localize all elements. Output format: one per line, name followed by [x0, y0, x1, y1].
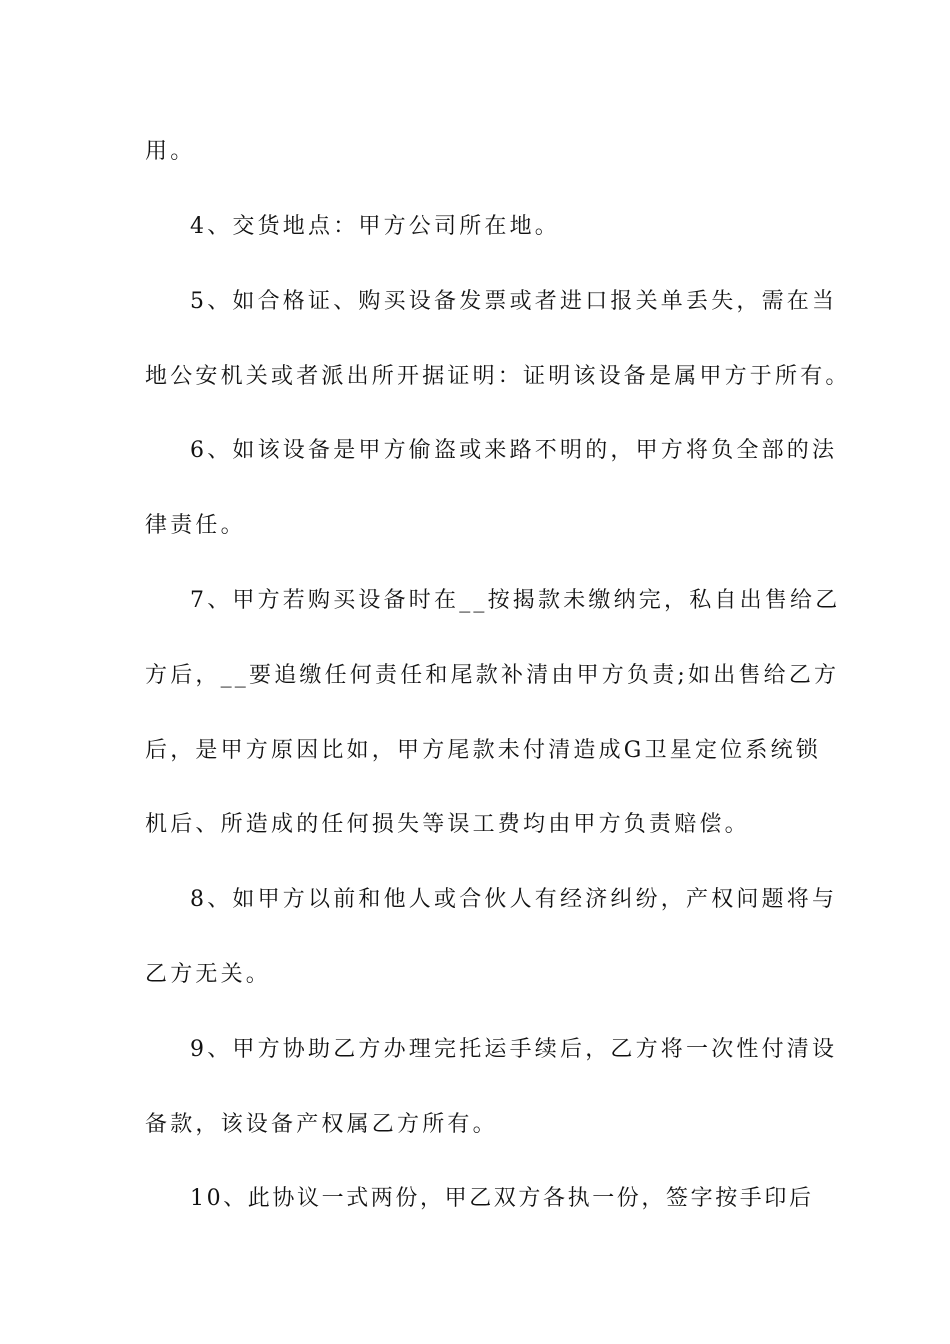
- text-line: 方后，__要追缴任何责任和尾款补清由甲方负责;如出售给乙方: [145, 663, 840, 688]
- text-line: 备款，该设备产权属乙方所有。: [145, 1112, 498, 1137]
- text-line: 律责任。: [145, 513, 246, 538]
- text-line: 用。: [145, 139, 196, 164]
- clause-5: 5、如合格证、购买设备发票或者进口报关单丢失，需在当: [190, 289, 838, 314]
- text-line: 乙方无关。: [145, 962, 272, 987]
- text-line: 地公安机关或者派出所开据证明：证明该设备是属甲方于所有。: [145, 364, 851, 389]
- clause-9: 9、甲方协助乙方办理完托运手续后，乙方将一次性付清设: [190, 1037, 838, 1062]
- clause-6: 6、如该设备是甲方偷盗或来路不明的，甲方将负全部的法: [190, 438, 838, 463]
- text-line: 后，是甲方原因比如，甲方尾款未付清造成G卫星定位系统锁: [145, 738, 821, 763]
- clause-8: 8、如甲方以前和他人或合伙人有经济纠纷，产权问题将与: [190, 887, 838, 912]
- clause-10: 10、此协议一式两份，甲乙双方各执一份，签字按手印后: [190, 1186, 814, 1211]
- text-line: 机后、所造成的任何损失等误工费均由甲方负责赔偿。: [145, 812, 750, 837]
- clause-4: 4、交货地点：甲方公司所在地。: [190, 214, 560, 239]
- clause-7: 7、甲方若购买设备时在__按揭款未缴纳完，私自出售给乙: [190, 588, 841, 613]
